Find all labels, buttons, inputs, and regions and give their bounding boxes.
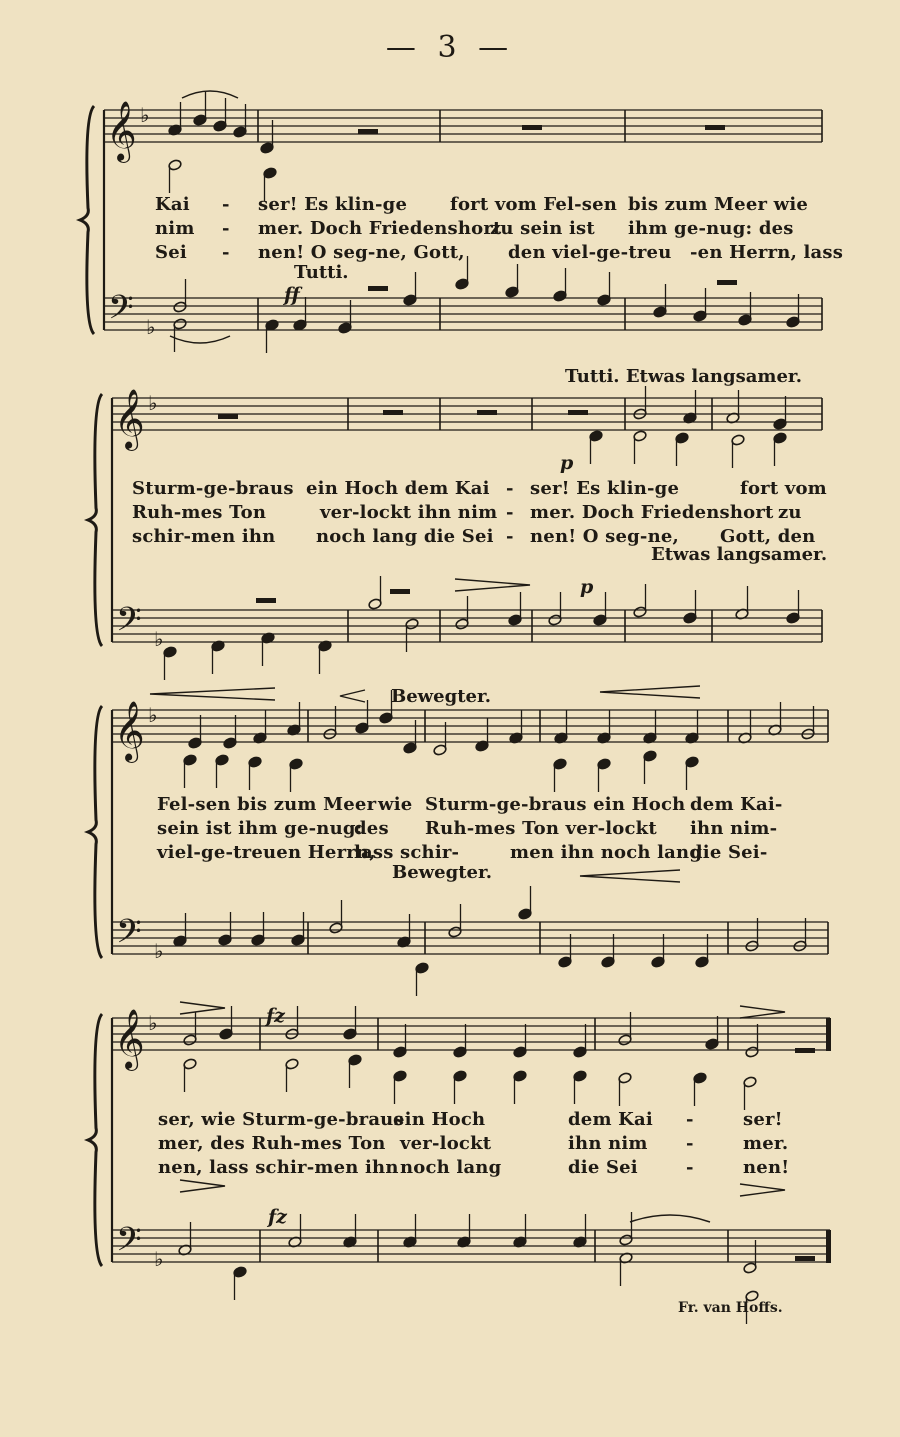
lyric: nen! <box>743 1157 790 1178</box>
lyric: Sturm-ge-braus ein Hoch <box>425 794 686 815</box>
decrescendo-hairpin <box>180 1002 225 1014</box>
treble-clef-icon: 𝄞 <box>114 701 145 761</box>
flat-icon: ♭ <box>148 1011 158 1035</box>
lyric: ver-lockt ihn nim <box>320 502 498 523</box>
whole-rest <box>256 598 276 603</box>
direction-tempo: Bewegter. <box>391 686 492 707</box>
slur <box>170 336 230 343</box>
bass-clef-icon: 𝄢 <box>116 1221 142 1267</box>
lyric: - <box>222 242 230 263</box>
final-barline <box>826 1230 831 1263</box>
system-brace <box>88 394 102 646</box>
lyric: den viel-ge-treu <box>508 242 672 263</box>
lyric: dem Kai- <box>690 794 783 815</box>
lyric: - <box>686 1109 694 1130</box>
lyric: lass schir- <box>354 842 460 863</box>
composer-credit: Fr. van Hoffs. <box>678 1300 783 1316</box>
system-brace <box>88 706 102 958</box>
whole-rest <box>568 410 588 415</box>
lyric: - <box>222 218 230 239</box>
lyric: ser! Es klin-ge <box>530 478 680 499</box>
lyric: men ihn noch lang <box>510 842 703 863</box>
lyric: fort vom Fel-sen <box>450 194 618 215</box>
lyric: - <box>686 1157 694 1178</box>
direction-tutti: Tutti. <box>294 262 349 283</box>
whole-rest <box>795 1048 815 1053</box>
lyric: - <box>686 1133 694 1154</box>
whole-rest <box>477 410 497 415</box>
lyric: ser! Es klin-ge <box>258 194 408 215</box>
page-number: — 3 — <box>385 30 515 65</box>
bass-clef-icon: 𝄢 <box>116 913 142 959</box>
whole-rest <box>522 125 542 130</box>
lyric: ein Hoch dem Kai <box>306 478 490 499</box>
whole-rest <box>705 125 725 130</box>
decrescendo-hairpin <box>740 1184 785 1196</box>
decrescendo-hairpin <box>740 1006 785 1018</box>
lyric: die Sei- <box>690 842 768 863</box>
lyric: Ruh-mes Ton ver-lockt <box>425 818 657 839</box>
lyric: fort vom <box>740 478 827 499</box>
dynamic-marking: p <box>560 452 574 474</box>
lyric: ihm ge-nug: des <box>628 218 794 239</box>
whole-rest <box>368 286 388 291</box>
lyric: Sturm-ge-braus <box>132 478 294 499</box>
lyric: nen, lass schir-men ihn <box>158 1157 399 1178</box>
lyric: ver-lockt <box>400 1133 492 1154</box>
whole-rest <box>390 589 410 594</box>
dynamic-marking: ff <box>284 284 300 306</box>
whole-rest <box>218 414 238 419</box>
crescendo-hairpin <box>340 690 365 702</box>
system-brace <box>80 106 94 334</box>
lyric: ser! <box>743 1109 783 1130</box>
whole-rest <box>358 129 378 134</box>
system-brace <box>88 1014 102 1266</box>
flat-icon: ♭ <box>140 103 150 127</box>
final-barline <box>826 1018 831 1051</box>
dynamic-marking: fz <box>268 1206 287 1228</box>
lyric: - <box>222 194 230 215</box>
flat-icon: ♭ <box>154 1247 164 1271</box>
bass-clef-icon: 𝄢 <box>108 289 134 335</box>
lyric: -en Herrn, lass <box>690 242 844 263</box>
lyric: sein ist ihm ge-nug: <box>157 818 363 839</box>
whole-rest <box>717 280 737 285</box>
lyric: ihn nim- <box>690 818 778 839</box>
decrescendo-hairpin <box>455 579 530 591</box>
lyric: bis zum Meer wie <box>628 194 809 215</box>
lyric: Kai <box>155 194 190 215</box>
flat-icon: ♭ <box>154 939 164 963</box>
lyric: schir-men ihn <box>132 526 276 547</box>
lyric: ein Hoch <box>393 1109 486 1130</box>
lyric: ihn nim <box>568 1133 648 1154</box>
lyric: zu sein ist <box>490 218 595 239</box>
treble-clef-icon: 𝄞 <box>106 101 137 161</box>
treble-clef-icon: 𝄞 <box>114 389 145 449</box>
lyric: - <box>506 526 514 547</box>
crescendo-hairpin <box>600 686 700 698</box>
lyric: viel-ge-treuen Herrn, <box>157 842 376 863</box>
crescendo-hairpin <box>580 870 680 882</box>
lyric: dem Kai <box>568 1109 653 1130</box>
dynamic-marking: fz <box>266 1005 285 1027</box>
dynamic-marking: p <box>580 576 594 598</box>
lyric: des <box>354 818 389 839</box>
lyric: Fel-sen bis zum Meer <box>157 794 377 815</box>
lyric: die Sei <box>568 1157 638 1178</box>
lyric: Gott, den <box>720 526 816 547</box>
direction-tempo: Tutti. Etwas langsamer. <box>565 366 802 387</box>
lyric: wie <box>378 794 413 815</box>
lyric: mer, des Ruh-mes Ton <box>158 1133 386 1154</box>
slur <box>182 91 238 98</box>
lyric: - <box>506 502 514 523</box>
bass-clef-icon: 𝄢 <box>116 601 142 647</box>
lyric: ser, wie Sturm-ge-braus <box>158 1109 404 1130</box>
lyric: Sei <box>155 242 187 263</box>
whole-rest <box>795 1256 815 1261</box>
treble-clef-icon: 𝄞 <box>114 1009 145 1069</box>
crescendo-hairpin <box>150 688 275 700</box>
flat-icon: ♭ <box>154 627 164 651</box>
direction-tempo: Etwas langsamer. <box>651 544 828 565</box>
lyric: - <box>506 478 514 499</box>
lyric: mer. Doch Friedenshort <box>258 218 502 239</box>
slur <box>630 1215 710 1222</box>
lyric: zu <box>778 502 802 523</box>
lyric: nim <box>155 218 195 239</box>
decrescendo-hairpin <box>180 1180 225 1192</box>
lyric: mer. Doch Friedenshort <box>530 502 774 523</box>
lyric: nen! O seg-ne, <box>530 526 679 547</box>
direction-tempo: Bewegter. <box>392 862 493 883</box>
whole-rest <box>383 410 403 415</box>
flat-icon: ♭ <box>148 391 158 415</box>
flat-icon: ♭ <box>148 703 158 727</box>
lyric: noch lang <box>400 1157 502 1178</box>
lyric: noch lang die Sei <box>316 526 494 547</box>
lyric: mer. <box>743 1133 789 1154</box>
flat-icon: ♭ <box>146 315 156 339</box>
lyric: nen! O seg-ne, Gott, <box>258 242 465 263</box>
lyric: Ruh-mes Ton <box>132 502 267 523</box>
